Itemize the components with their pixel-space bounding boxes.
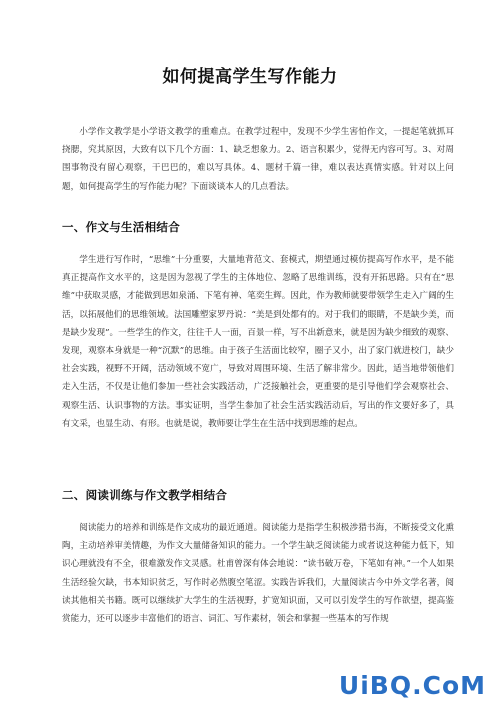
document-title: 如何提高学生写作能力 (162, 67, 338, 87)
section-body-2: 阅读能力的培养和训练是作文成功的最近通道。阅读能力是指学生积极涉猎书海，不断接受文化熏陶，主动培养审美情趣，为作文大量储备知识的能力。一个学生缺乏阅读能力或者说这种能力低下，知识心理就没有不全，很难激发作文灵感。杜甫曾深有体会地说：“读书破万卷，下笔如有神。”一个人如果生活经验欠缺，书本知识贫乏，写作时必然腹空笔涩。实践告诉我们，大量阅读古今中外文学名著，阅读其他相关书籍。既可以继续扩大学生的生活视野，扩宽知识面，又可以引发学生的写作欲望，提高鉴赏能力，还可以逐步丰富他们的语言、词汇、写作素材，领会和掌握一些基本的写作规 (62, 523, 454, 625)
section-body-1: 学生进行写作时，“思维”十分重要，大量地背范文、套模式，期望通过模仿提高写作水平，是不能真正提高作文水平的，这是因为忽视了学生的主体地位、忽略了思维训练，没有开拓思路。只有在“思维”中获取灵感，才能做到思如泉涌、下笔有神、笔奕生辉。因此，作为教师就要带领学生走入广阔的生活，以拓展他们的思维领域。法国雕塑家罗丹说：“美是到处都有的。对于我们的眼睛，不是缺少美，而是缺少发现”。一些学生的作文，往往千人一面，百景一样，写不出新意来，就是因为缺少细致的观察、发现，观察本身就是一种“沉默”的思维。由于孩子生活面比较窄，圈子又小，出了家门就进校门，缺少社会实践，视野不开阔，活动领域不宽广，导致对周围环境、生活了解非常少。因此，适当地带领他们走入生活，不仅是让他们参加一些社会实践活动，广泛接触社会，更重要的是引导他们学会观察社会、观察生活、认识事物的方法。事实证明，当学生参加了社会生活实践活动后，写出的作文要好多了，具有文采，也显生动、有形。也就是说，教师要让学生在生活中找到思维的起点。 (62, 255, 454, 429)
intro-paragraph: 小学作文教学是小学语文教学的重难点。在教学过程中，发现不少学生害怕作文，一提起笔就抓耳挠腮，究其原因，大致有以下几个方面：1、缺乏想象力。2、语言积累少，觉得无内容可写。3、对周围事物没有留心观察，干巴巴的，难以写具体。4、题材千篇一律，难以表达真情实感。针对以上问题，如何提高学生的写作能力呢？下面谈谈本人的几点看法。 (62, 127, 454, 192)
watermark-text: UiBQ.CoM (338, 671, 486, 700)
site-watermark (339, 671, 486, 700)
section-heading-2: 二、阅读训练与作文教学相结合 (62, 488, 228, 502)
section-heading-1: 一、作文与生活相结合 (62, 220, 180, 234)
